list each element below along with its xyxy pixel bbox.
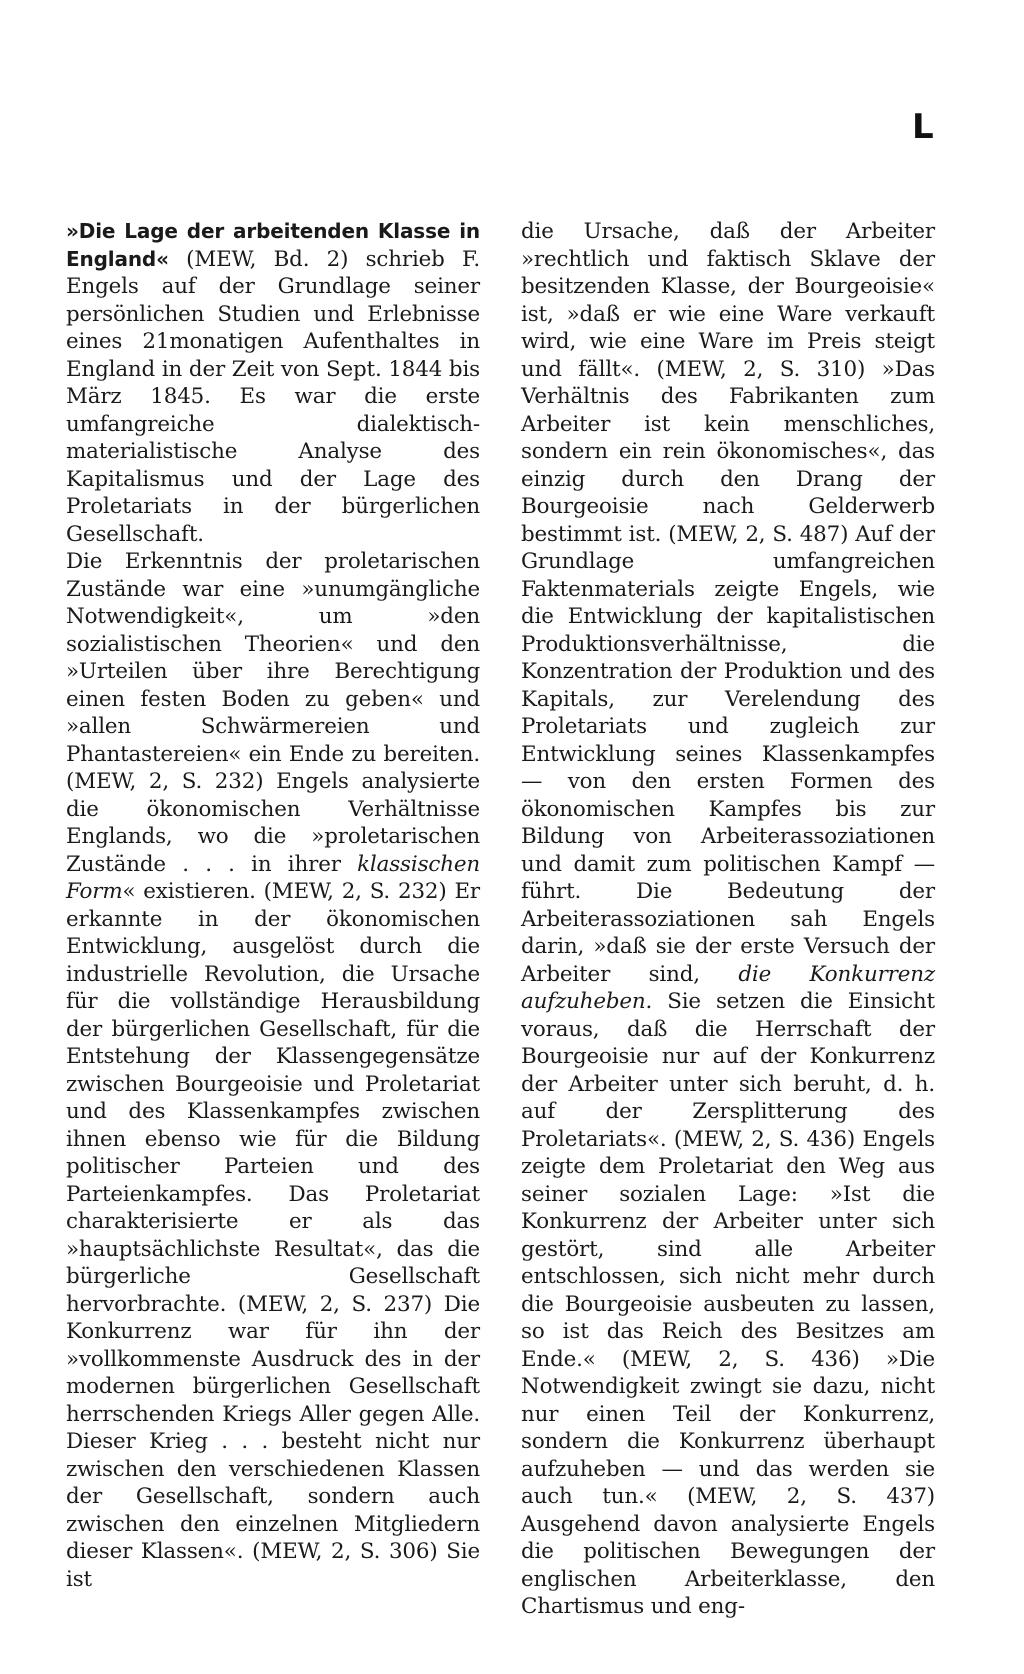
entry-title: »Die Lage der arbeitenden Klasse in England« xyxy=(66,219,480,271)
section-letter: L xyxy=(912,107,934,147)
paragraph-text: (MEW, Bd. 2) schrieb F. Engels auf der Grundlage seiner persönlichen Studien und Erlebnisse eines 21monatigen Aufenthaltes in England in der Zeit von Sept. 1844 bis März 1845. Es war die erste umfangreiche dialektisch-materialistische Analyse des Kapitalismus und der Lage des Proletariats in der bürgerlichen Gesellschaft. xyxy=(66,246,480,547)
right-column xyxy=(521,218,935,1621)
paragraph xyxy=(66,218,480,548)
paragraph-text: Sie setzen die Einsicht voraus, daß die Herrschaft der Bourgeoisie nur auf der Konkurrenz der Arbeiter unter sich beruht, d. h. auf der Zersplitterung des Proletariats«. (MEW, 2, S. 436) Engels zeigte dem Proletariat den Weg aus seiner sozialen Lage: »Ist die Konkurrenz der Arbeiter unter sich gestört, sind alle Arbeiter entschlossen, sich nicht mehr durch die Bourgeoisie ausbeuten zu lassen, so ist das Reich des Besitzes am Ende.« (MEW, 2, S. 436) »Die Notwendigkeit zwingt sie dazu, nicht nur einen Teil der Konkurrenz, sondern die Konkurrenz überhaupt aufzuheben — und das werden sie auch tun.« (MEW, 2, S. 437) Ausgehend davon analysierte Engels die politischen Bewegungen der englischen Arbeiterklasse, den Chartismus und eng- xyxy=(521,989,935,1619)
paragraph-text: Die Erkenntnis der proletarischen Zustände war eine »unumgängliche Notwendigkeit«, um »den sozialistischen Theorien« und den »Urteilen über ihre Berechtigung einen festen Boden zu geben« und »allen Schwärmereien und Phantastereien« ein Ende zu bereiten. (MEW, 2, S. 232) Engels analysierte die ökonomischen Verhältnisse Englands, wo die »proletarischen Zustände . . . in ihrer xyxy=(66,549,480,877)
emphasis-text: die Konkurrenz aufzuheben. xyxy=(521,961,935,1014)
paragraph xyxy=(66,548,480,1593)
left-column xyxy=(66,218,480,1593)
paragraph-text: die Ursache, daß der Arbeiter »rechtlich und faktisch Sklave der besitzenden Klasse, der Bourgeoisie« ist, »daß er wie eine Ware verkauft wird, wie eine Ware im Preis steigt und fällt«. (MEW, 2, S. 310) »Das Verhältnis des Fabrikanten zum Arbeiter ist kein menschliches, sondern ein rein ökonomisches«, das einzig durch den Drang der Bourgeoisie nach Gelderwerb bestimmt ist. (MEW, 2, S. 487) Auf der Grundlage umfangreichen Faktenmaterials zeigte Engels, wie die Entwicklung der kapitalistischen Produktionsverhältnisse, die Konzentration der Produktion und des Kapitals, zur Verelendung des Proletariats und zugleich zur Entwicklung seines Klassenkampfes — von den ersten Formen des ökonomischen Kampfes bis zur Bildung von Arbeiterassoziationen und damit zum politischen Kampf — führt. Die Bedeutung der Arbeiterassoziationen sah Engels darin, »daß sie der erste Versuch der Arbeiter sind, xyxy=(521,219,935,987)
emphasis-text: klassischen Form xyxy=(66,851,480,904)
paragraph xyxy=(521,218,935,1621)
paragraph-text: « existieren. (MEW, 2, S. 232) Er erkannte in der ökonomischen Entwicklung, ausgelöst durch die industrielle Revolution, die Ursache für die vollständige Herausbildung der bürgerlichen Gesellschaft, für die Entstehung der Klassengegensätze zwischen Bourgeoisie und Proletariat und des Klassenkampfes zwischen ihnen ebenso wie für die Bildung politischer Parteien und des Parteienkampfes. Das Proletariat charakterisierte er als das »hauptsächlichste Resultat«, das die bürgerliche Gesellschaft hervorbrachte. (MEW, 2, S. 237) Die Konkurrenz war für ihn der »vollkommenste Ausdruck des in der modernen bürgerlichen Gesellschaft herrschenden Kriegs Aller gegen Alle. Dieser Krieg . . . besteht nicht nur zwischen den verschiedenen Klassen der Gesellschaft, sondern auch zwischen den einzelnen Mitgliedern dieser Klassen«. (MEW, 2, S. 306) Sie ist xyxy=(66,879,480,1592)
